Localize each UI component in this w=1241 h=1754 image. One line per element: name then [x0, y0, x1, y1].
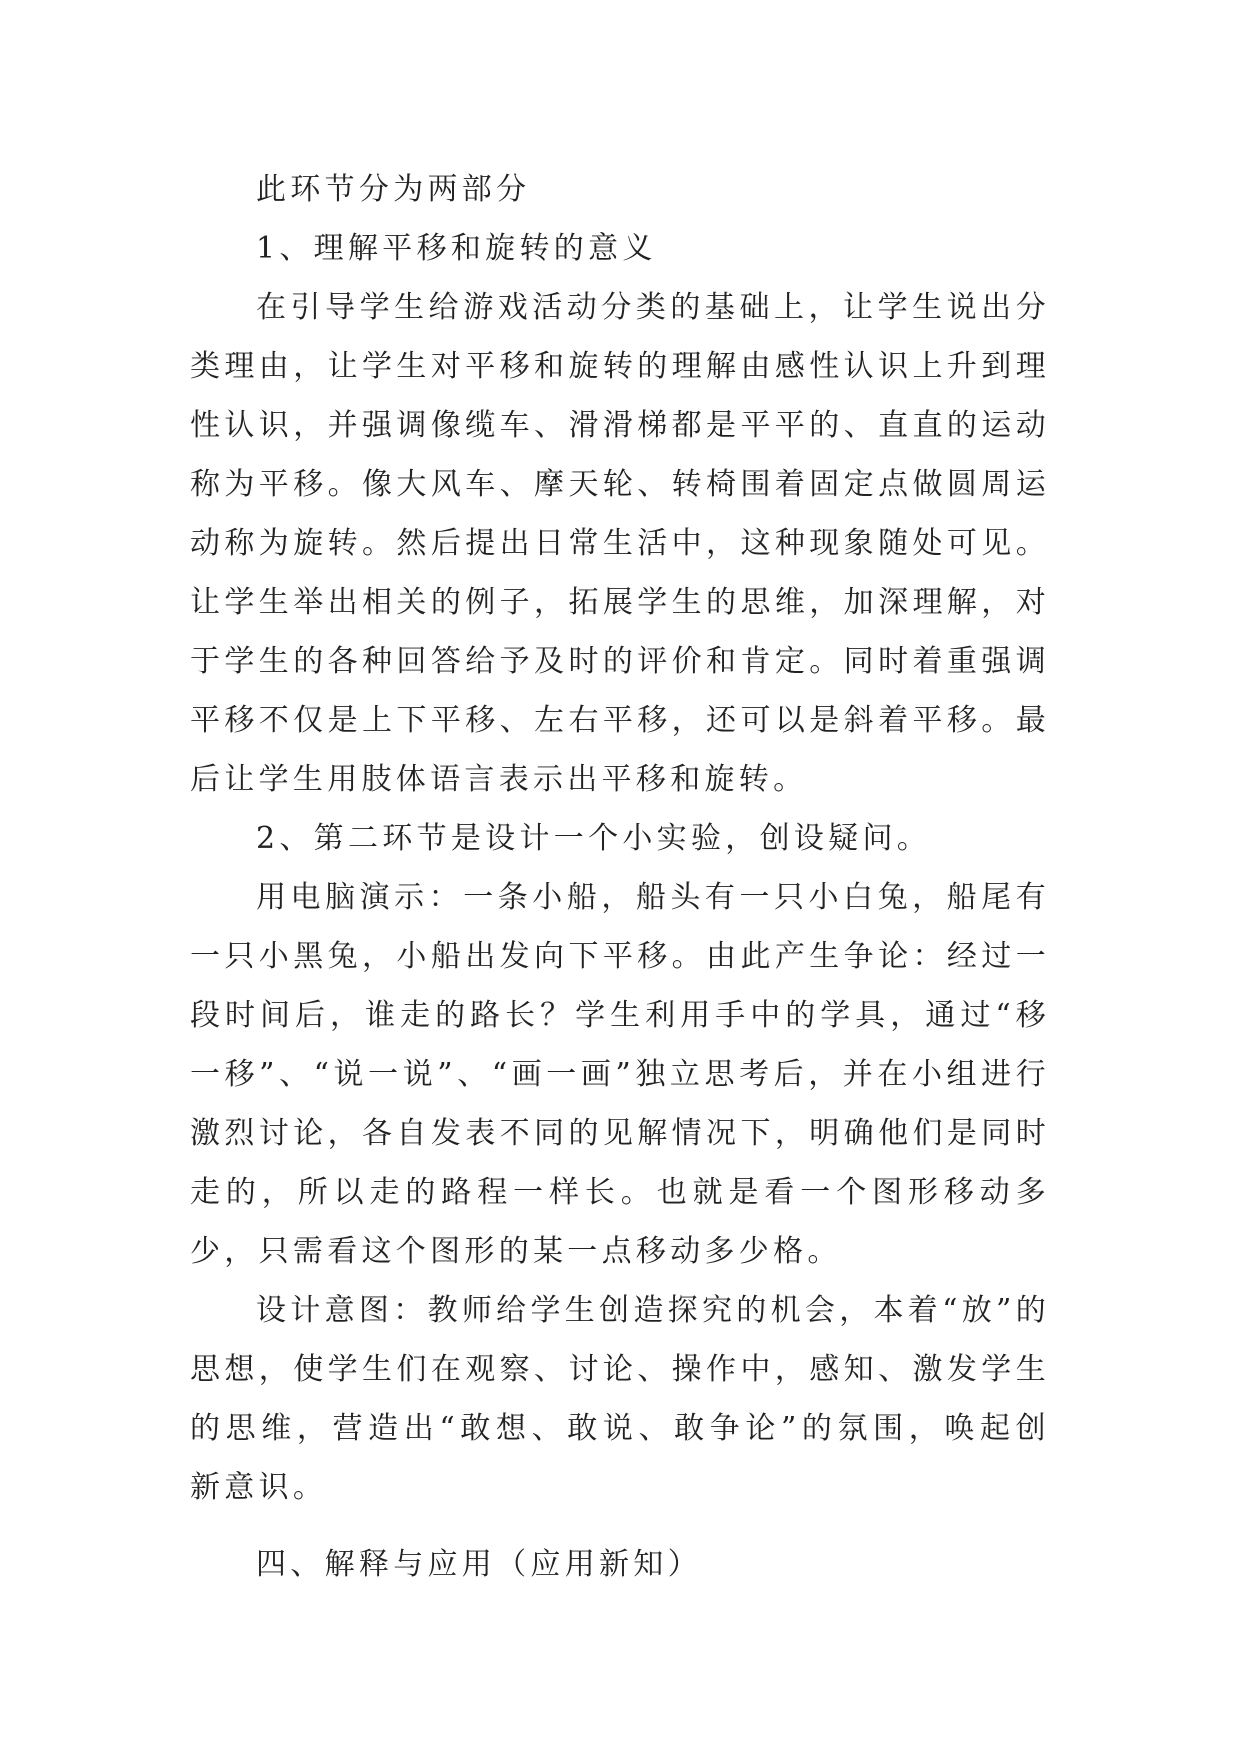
paragraph-body-2: 用电脑演示：一条小船，船头有一只小白兔，船尾有一只小黑兔，小船出发向下平移。由此产生争论：经过一段时间后，谁走的路长？学生利用手中的学具，通过“移一移”、“说一说”、“画一画”独立思考后，并在小组进行激烈讨论，各自发表不同的见解情况下，明确他们是同时走的，所以走的路程一样长。也就是看一个图形移动多少，只需看这个图形的某一点移动多少格。	[190, 880, 1050, 1269]
paragraph-heading-2: 2、第二环节是设计一个小实验，创设疑问。	[256, 821, 932, 856]
document-body	[190, 160, 1050, 1594]
paragraph-section-intro: 此环节分为两部分	[256, 172, 531, 207]
paragraph-section-heading-4: 四、解释与应用（应用新知）	[256, 1547, 702, 1582]
paragraph-body-1: 在引导学生给游戏活动分类的基础上，让学生说出分类理由，让学生对平移和旋转的理解由感性认识上升到理性认识，并强调像缆车、滑滑梯都是平平的、直直的运动称为平移。像大风车、摩天轮、转椅围着固定点做圆周运动称为旋转。然后提出日常生活中，这种现象随处可见。让学生举出相关的例子，拓展学生的思维，加深理解，对于学生的各种回答给予及时的评价和肯定。同时着重强调平移不仅是上下平移、左右平移，还可以是斜着平移。最后让学生用肢体语言表示出平移和旋转。	[190, 290, 1050, 797]
paragraph-design-intent: 设计意图：教师给学生创造探究的机会，本着“放”的思想，使学生们在观察、讨论、操作中，感知、激发学生的思维，营造出“敢想、敢说、敢争论”的氛围，唤起创新意识。	[190, 1293, 1050, 1505]
paragraph-heading-1: 1、理解平移和旋转的意义	[256, 231, 657, 266]
